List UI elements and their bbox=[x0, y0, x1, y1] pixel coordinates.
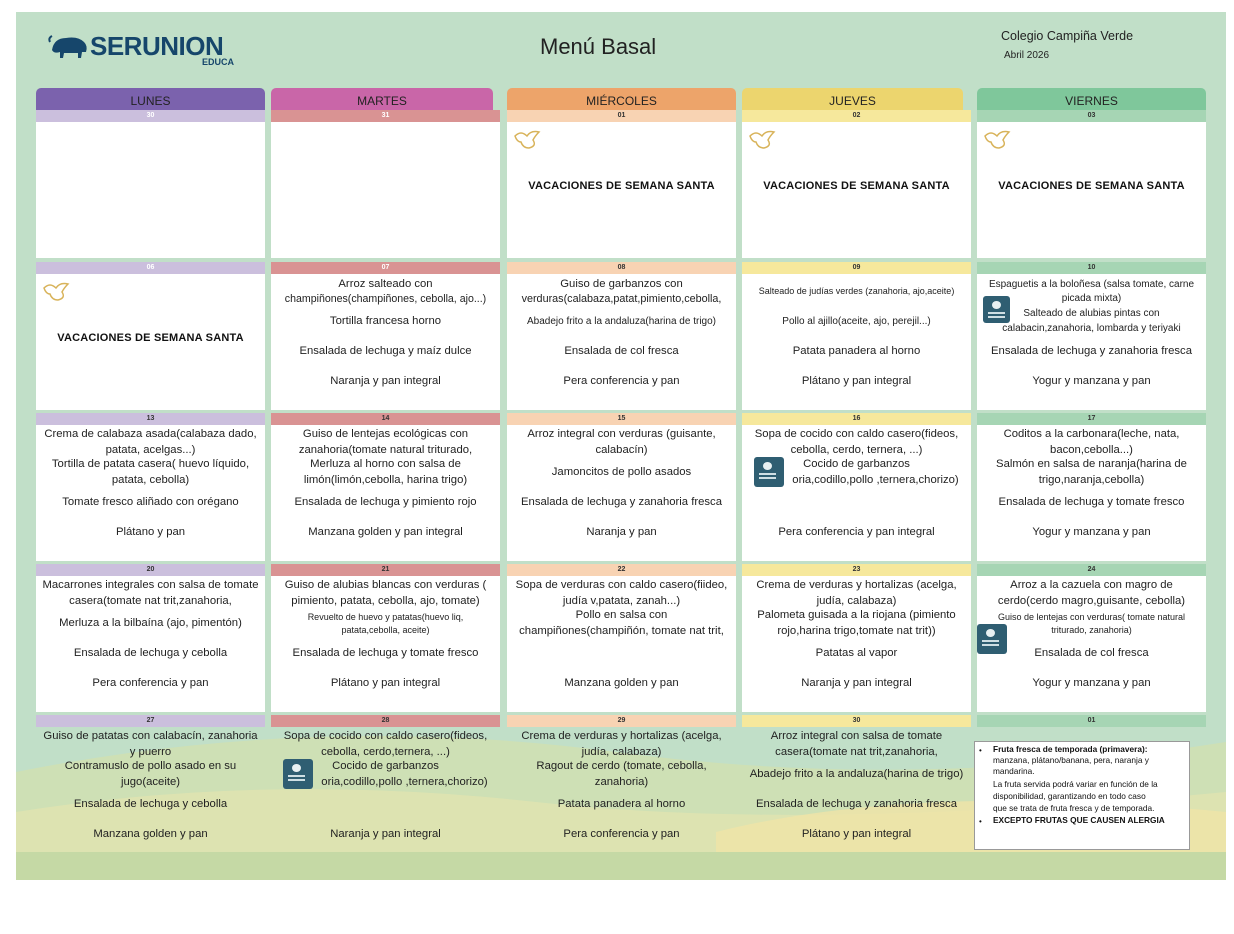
menu-line: Ensalada de lechuga y zanahoria fresca bbox=[521, 496, 722, 508]
day-cell bbox=[36, 262, 265, 410]
date-number: 01 bbox=[507, 110, 736, 122]
menu-line: Pera conferencia y pan bbox=[563, 375, 680, 387]
day-cell bbox=[742, 715, 971, 863]
menu-line: Guiso de garbanzos con bbox=[560, 278, 683, 290]
day-cell bbox=[271, 413, 500, 561]
menu-line: Ensalada de lechuga y zanahoria fresca bbox=[756, 798, 957, 810]
menu-line: Ensalada de lechuga y zanahoria fresca bbox=[991, 345, 1192, 357]
menu-line: calabacin,zanahoria, lombarda y teriyaki bbox=[1002, 323, 1181, 334]
date-number: 22 bbox=[507, 564, 736, 576]
date-number: 10 bbox=[977, 262, 1206, 274]
day-cell bbox=[977, 413, 1206, 561]
day-cell bbox=[36, 413, 265, 561]
menu-line: patata, acelgas...) bbox=[105, 444, 196, 456]
fruit-note-line: que se trata de fruta fresca y de temporada. bbox=[993, 803, 1155, 813]
menu-line: judía, calabaza) bbox=[581, 746, 662, 758]
date-number: 20 bbox=[36, 564, 265, 576]
menu-line: patata,cebolla, aceite) bbox=[341, 625, 430, 635]
menu-line: patata, cebolla) bbox=[111, 474, 190, 486]
day-cell bbox=[36, 564, 265, 712]
day-cell bbox=[36, 110, 265, 258]
menu-line: jugo(aceite) bbox=[120, 776, 181, 788]
menu-line: zanahoria) bbox=[594, 776, 649, 788]
menu-line: Ensalada de lechuga y cebolla bbox=[73, 798, 228, 810]
menu-line: Palometa guisada a la riojana (pimiento bbox=[757, 609, 956, 621]
menu-line: Pollo en salsa con bbox=[575, 609, 668, 621]
day-cell bbox=[507, 413, 736, 561]
bullet-icon: • bbox=[979, 817, 982, 826]
date-number: 07 bbox=[271, 262, 500, 274]
menu-line: verduras(calabaza,patat,pimiento,cebolla, bbox=[521, 293, 722, 305]
day-cell bbox=[507, 715, 736, 863]
menu-line: Arroz integral con salsa de tomate bbox=[770, 730, 943, 742]
menu-line: Plátano y pan integral bbox=[330, 677, 441, 689]
menu-line: Salteado de judías verdes (zanahoria, ajo,aceite) bbox=[758, 286, 955, 296]
dove-icon bbox=[513, 128, 543, 150]
fruit-list: manzana, plátano/banana, pera, naranja y bbox=[993, 755, 1149, 765]
menu-line: Arroz salteado con bbox=[338, 278, 433, 290]
menu-line: Tortilla de patata casera( huevo líquido, bbox=[51, 458, 250, 470]
menu-line: Ensalada de lechuga y tomate fresco bbox=[998, 496, 1185, 508]
menu-line: Patata panadera al horno bbox=[792, 345, 921, 357]
menu-line: Crema de verduras y hortalizas (acelga, bbox=[756, 579, 957, 591]
date-number: 01 bbox=[977, 715, 1206, 727]
date-number: 31 bbox=[271, 110, 500, 122]
date-number: 08 bbox=[507, 262, 736, 274]
menu-line: Patatas al vapor bbox=[815, 647, 898, 659]
menu-line: Abadejo frito a la andaluza(harina de trigo) bbox=[749, 768, 964, 780]
menu-line: Crema de calabaza asada(calabaza dado, bbox=[44, 428, 257, 440]
menu-line: cerdo(cerdo magro,guisante, cebolla) bbox=[997, 595, 1186, 607]
date-number: 17 bbox=[977, 413, 1206, 425]
menu-line: Merluza al horno con salsa de bbox=[310, 458, 461, 470]
day-cell bbox=[271, 715, 500, 863]
menu-line: Naranja y pan integral bbox=[330, 375, 441, 387]
menu-line: Sopa de cocido con caldo casero(fideos, bbox=[283, 730, 488, 742]
date-number: 09 bbox=[742, 262, 971, 274]
menu-line: Naranja y pan integral bbox=[801, 677, 912, 689]
date-number: 29 bbox=[507, 715, 736, 727]
month-label: Abril 2026 bbox=[1004, 50, 1050, 61]
menu-line: cebolla, cerdo, ternera, ...) bbox=[790, 444, 923, 456]
menu-line: champiñones(champiñón, tomate nat trit, bbox=[519, 625, 724, 637]
vacation-label: VACACIONES DE SEMANA SANTA bbox=[528, 180, 715, 192]
menu-line: pimiento, patata, cebolla, ajo, tomate) bbox=[291, 595, 480, 607]
menu-line: Arroz integral con verduras (guisante, bbox=[527, 428, 716, 440]
menu-line: calabacín) bbox=[595, 444, 648, 456]
menu-line: Pollo al ajillo(aceite, ajo, perejil...) bbox=[782, 316, 931, 327]
menu-line: Sopa de cocido con caldo casero(fideos, bbox=[754, 428, 959, 440]
menu-line: Manzana golden y pan integral bbox=[308, 526, 463, 538]
date-number: 14 bbox=[271, 413, 500, 425]
day-cell bbox=[742, 262, 971, 410]
menu-line: Pera conferencia y pan bbox=[563, 828, 680, 840]
page-title: Menú Basal bbox=[540, 34, 657, 59]
menu-line: oria,codillo,pollo ,ternera,chorizo) bbox=[792, 474, 959, 486]
menu-line: triturado, zanahoria) bbox=[1051, 625, 1132, 635]
menu-line: picada mixta) bbox=[1061, 293, 1122, 304]
menu-line: Plátano y pan integral bbox=[801, 375, 912, 387]
menu-line: Sopa de verduras con caldo casero(fiideo, bbox=[515, 579, 728, 591]
menu-line: Yogur y manzana y pan bbox=[1032, 375, 1151, 387]
menu-line: Plátano y pan integral bbox=[801, 828, 912, 840]
day-header-viernes: VIERNES bbox=[977, 88, 1206, 111]
menu-line: Jamoncitos de pollo asados bbox=[551, 466, 692, 478]
menu-line: Pera conferencia y pan bbox=[92, 677, 209, 689]
menu-line: Macarrones integrales con salsa de tomate bbox=[42, 579, 259, 591]
menu-line: Pera conferencia y pan integral bbox=[778, 526, 935, 538]
date-number: 03 bbox=[977, 110, 1206, 122]
day-cell bbox=[507, 262, 736, 410]
day-cell bbox=[977, 110, 1206, 258]
vacation-label: VACACIONES DE SEMANA SANTA bbox=[998, 180, 1185, 192]
fruit-exception: EXCEPTO FRUTAS QUE CAUSEN ALERGIA bbox=[993, 815, 1165, 825]
menu-line: judía v,patata, zanah...) bbox=[562, 595, 681, 607]
date-number: 06 bbox=[36, 262, 265, 274]
menu-line: Guiso de lentejas con verduras( tomate natural bbox=[997, 612, 1186, 622]
menu-line: bacon,cebolla...) bbox=[1050, 444, 1133, 456]
date-number: 28 bbox=[271, 715, 500, 727]
menu-line: Cocido de garbanzos bbox=[332, 760, 439, 772]
day-cell bbox=[742, 564, 971, 712]
menu-line: Merluza a la bilbaína (ajo, pimentón) bbox=[59, 617, 242, 629]
menu-line: Abadejo frito a la andaluza(harina de trigo) bbox=[526, 316, 716, 327]
menu-line: trigo,naranja,cebolla) bbox=[1038, 474, 1145, 486]
menu-line: Ragout de cerdo (tomate, cebolla, bbox=[536, 760, 707, 772]
day-cell bbox=[507, 564, 736, 712]
menu-line: Naranja y pan bbox=[586, 526, 657, 538]
vacation-label: VACACIONES DE SEMANA SANTA bbox=[763, 180, 950, 192]
day-cell bbox=[507, 110, 736, 258]
day-cell bbox=[742, 110, 971, 258]
menu-line: Ensalada de lechuga y maíz dulce bbox=[299, 345, 472, 357]
date-number: 30 bbox=[36, 110, 265, 122]
date-number: 16 bbox=[742, 413, 971, 425]
fruit-note-line: disponibilidad, garantizando en todo caso bbox=[993, 791, 1146, 801]
menu-line: Plátano y pan bbox=[115, 526, 186, 538]
date-number: 30 bbox=[742, 715, 971, 727]
menu-line: y puerro bbox=[129, 746, 172, 758]
menu-line: Ensalada de lechuga y cebolla bbox=[73, 647, 228, 659]
menu-line: casera(tomate nat trit,zanahoria, bbox=[775, 746, 938, 758]
menu-line: Guiso de patatas con calabacín, zanahoria bbox=[43, 730, 258, 742]
menu-line: zanahoria(tomate natural triturado, bbox=[298, 444, 473, 456]
menu-line: Manzana golden y pan bbox=[93, 828, 208, 840]
menu-line: Patata panadera al horno bbox=[557, 798, 686, 810]
day-header-jueves: JUEVES bbox=[742, 88, 963, 111]
menu-line: Ensalada de lechuga y tomate fresco bbox=[292, 647, 479, 659]
bison-logo-icon bbox=[48, 32, 90, 60]
menu-line: Manzana golden y pan bbox=[564, 677, 679, 689]
menu-line: Revuelto de huevo y patatas(huevo liq, bbox=[307, 612, 464, 622]
menu-line: Yogur y manzana y pan bbox=[1032, 677, 1151, 689]
dove-icon bbox=[748, 128, 778, 150]
day-header-martes: MARTES bbox=[271, 88, 493, 111]
menu-line: limón(limón,cebolla, harina trigo) bbox=[303, 474, 468, 486]
menu-line: Yogur y manzana y pan bbox=[1032, 526, 1151, 538]
bullet-icon: • bbox=[979, 746, 982, 755]
menu-line: casera(tomate nat trit,zanahoria, bbox=[69, 595, 232, 607]
date-number: 27 bbox=[36, 715, 265, 727]
day-cell bbox=[271, 262, 500, 410]
menu-line: Salteado de alubias pintas con bbox=[1023, 308, 1160, 319]
menu-line: Coditos a la carbonara(leche, nata, bbox=[1003, 428, 1180, 440]
date-number: 13 bbox=[36, 413, 265, 425]
menu-line: Cocido de garbanzos bbox=[803, 458, 910, 470]
dove-icon bbox=[983, 128, 1013, 150]
brand-name: SERUNION bbox=[90, 31, 224, 61]
day-cell bbox=[36, 715, 265, 863]
menu-line: Guiso de alubias blancas con verduras ( bbox=[284, 579, 487, 591]
date-number: 02 bbox=[742, 110, 971, 122]
menu-line: champiñones(champiñones, cebolla, ajo...) bbox=[284, 293, 487, 305]
menu-line: Tomate fresco aliñado con orégano bbox=[62, 496, 239, 508]
day-cell bbox=[742, 413, 971, 561]
fruit-heading: Fruta fresca de temporada (primavera): bbox=[993, 744, 1148, 754]
day-cell bbox=[977, 262, 1206, 410]
menu-line: Ensalada de col fresca bbox=[1034, 647, 1149, 659]
vacation-label: VACACIONES DE SEMANA SANTA bbox=[57, 332, 244, 344]
menu-line: oria,codillo,pollo ,ternera,chorizo) bbox=[321, 776, 488, 788]
day-cell bbox=[271, 110, 500, 258]
fruit-note-box bbox=[974, 741, 1190, 850]
day-cell bbox=[271, 564, 500, 712]
menu-line: cebolla, cerdo,ternera, ...) bbox=[321, 746, 450, 758]
menu-line: Crema de verduras y hortalizas (acelga, bbox=[521, 730, 722, 742]
date-number: 21 bbox=[271, 564, 500, 576]
date-number: 23 bbox=[742, 564, 971, 576]
menu-line: Salmón en salsa de naranja(harina de bbox=[996, 458, 1187, 470]
menu-line: Guiso de lentejas ecológicas con bbox=[302, 428, 469, 440]
dove-icon bbox=[42, 280, 72, 302]
menu-line: judía, calabaza) bbox=[816, 595, 897, 607]
menu-line: rojo,harina trigo,tomate nat trit)) bbox=[777, 625, 936, 637]
day-cell bbox=[977, 564, 1206, 712]
fruit-note-line: La fruta servida podrá variar en función de la bbox=[993, 779, 1158, 789]
fruit-list-cont: mandarina. bbox=[993, 766, 1035, 776]
menu-line: Ensalada de lechuga y pimiento rojo bbox=[294, 496, 477, 508]
menu-line: Naranja y pan integral bbox=[330, 828, 441, 840]
menu-line: Ensalada de col fresca bbox=[564, 345, 679, 357]
menu-line: Arroz a la cazuela con magro de bbox=[1010, 579, 1173, 591]
menu-line: Contramuslo de pollo asado en su bbox=[64, 760, 237, 772]
menu-line: Espaguetis a la boloñesa (salsa tomate, carne bbox=[988, 279, 1195, 290]
school-name: Colegio Campiña Verde bbox=[1001, 29, 1134, 43]
menu-line: Tortilla francesa horno bbox=[329, 315, 442, 327]
day-header-miercoles: MIÉRCOLES bbox=[507, 88, 736, 111]
date-number: 15 bbox=[507, 413, 736, 425]
brand-subtitle: EDUCA bbox=[202, 57, 235, 67]
day-header-lunes: LUNES bbox=[36, 88, 265, 111]
date-number: 24 bbox=[977, 564, 1206, 576]
